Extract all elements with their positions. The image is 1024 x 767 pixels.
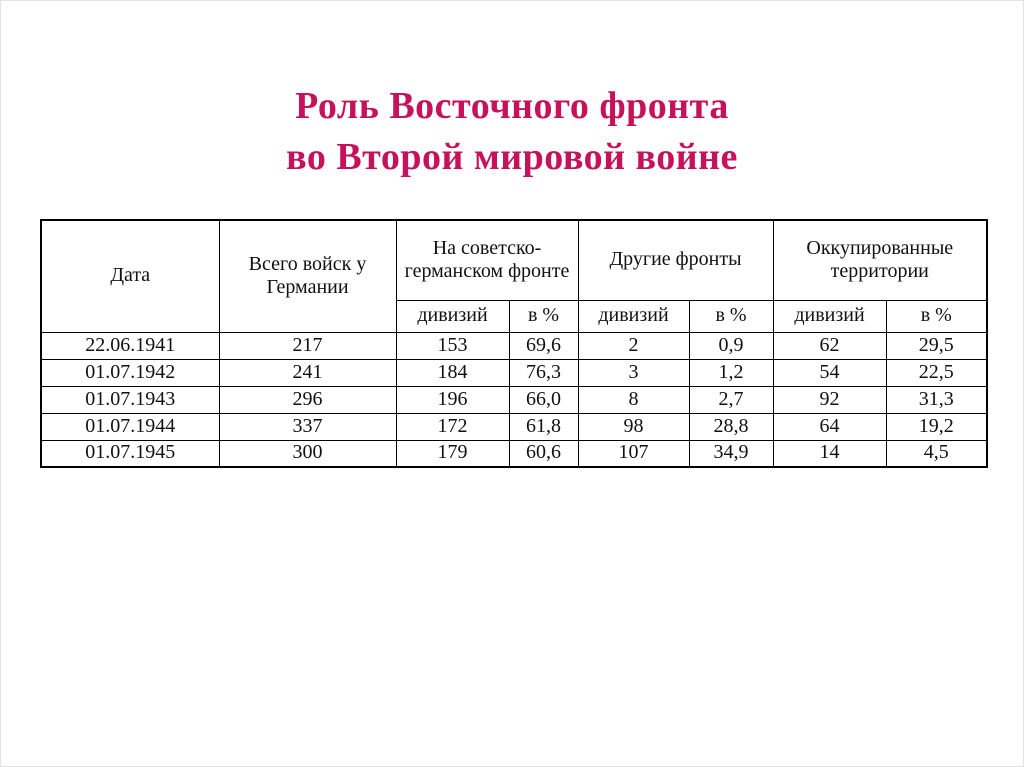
cell-total: 241	[219, 359, 396, 386]
table-header-row-groups	[41, 220, 987, 300]
cell-sg-percent: 69,6	[509, 332, 578, 359]
table-row-1942	[41, 359, 987, 386]
cell-of-percent: 34,9	[689, 440, 773, 467]
cell-oc-divisions: 64	[773, 413, 886, 440]
cell-oc-percent: 29,5	[886, 332, 987, 359]
slide-title-line-1: Роль Восточного фронта	[295, 85, 729, 127]
subheader-of-divisions: дивизий	[578, 300, 689, 332]
cell-date: 22.06.1941	[41, 332, 219, 359]
cell-of-percent: 28,8	[689, 413, 773, 440]
subheader-sg-percent: в %	[509, 300, 578, 332]
eastern-front-table	[40, 219, 988, 468]
cell-sg-percent: 61,8	[509, 413, 578, 440]
cell-of-divisions: 2	[578, 332, 689, 359]
cell-oc-divisions: 62	[773, 332, 886, 359]
cell-of-percent: 2,7	[689, 386, 773, 413]
subheader-oc-percent: в %	[886, 300, 987, 332]
cell-of-percent: 1,2	[689, 359, 773, 386]
cell-sg-percent: 66,0	[509, 386, 578, 413]
cell-date: 01.07.1943	[41, 386, 219, 413]
cell-of-percent: 0,9	[689, 332, 773, 359]
cell-of-divisions: 98	[578, 413, 689, 440]
table-row-1943	[41, 386, 987, 413]
cell-sg-percent: 60,6	[509, 440, 578, 467]
table-row-1944	[41, 413, 987, 440]
table-row-1941	[41, 332, 987, 359]
subheader-of-percent: в %	[689, 300, 773, 332]
cell-total: 300	[219, 440, 396, 467]
header-total-troops: Всего войск у Германии	[219, 220, 396, 332]
cell-oc-percent: 22,5	[886, 359, 987, 386]
cell-oc-divisions: 92	[773, 386, 886, 413]
slide-title	[1, 81, 1023, 183]
cell-sg-divisions: 153	[396, 332, 509, 359]
cell-total: 296	[219, 386, 396, 413]
header-date: Дата	[41, 220, 219, 332]
cell-date: 01.07.1944	[41, 413, 219, 440]
slide-title-line-2: во Второй мировой войне	[286, 136, 738, 178]
header-other-fronts: Другие фронты	[578, 220, 773, 300]
cell-oc-percent: 19,2	[886, 413, 987, 440]
cell-of-divisions: 107	[578, 440, 689, 467]
subheader-sg-divisions: дивизий	[396, 300, 509, 332]
cell-date: 01.07.1942	[41, 359, 219, 386]
cell-of-divisions: 3	[578, 359, 689, 386]
cell-oc-divisions: 14	[773, 440, 886, 467]
subheader-oc-divisions: дивизий	[773, 300, 886, 332]
cell-sg-divisions: 179	[396, 440, 509, 467]
cell-of-divisions: 8	[578, 386, 689, 413]
cell-total: 337	[219, 413, 396, 440]
cell-oc-percent: 4,5	[886, 440, 987, 467]
header-soviet-german-front: На советско-германском фронте	[396, 220, 578, 300]
header-occupied-territories: Оккупированные территории	[773, 220, 987, 300]
cell-sg-percent: 76,3	[509, 359, 578, 386]
cell-oc-divisions: 54	[773, 359, 886, 386]
cell-sg-divisions: 172	[396, 413, 509, 440]
cell-oc-percent: 31,3	[886, 386, 987, 413]
cell-date: 01.07.1945	[41, 440, 219, 467]
cell-sg-divisions: 184	[396, 359, 509, 386]
cell-total: 217	[219, 332, 396, 359]
cell-sg-divisions: 196	[396, 386, 509, 413]
table-row-1945	[41, 440, 987, 467]
